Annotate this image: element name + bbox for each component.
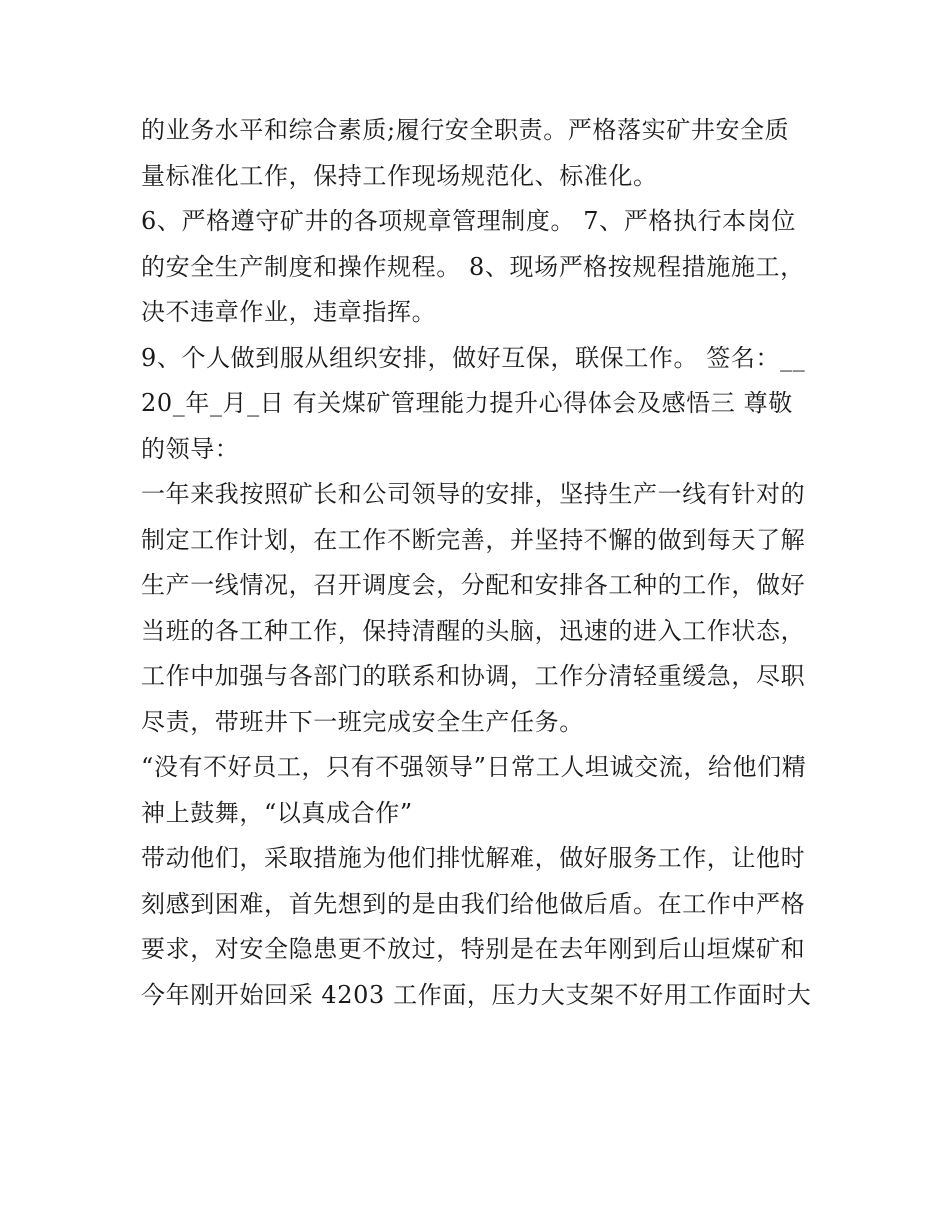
document-body [141,108,821,1018]
text-line: 刻感到困难，首先想到的是由我们给他做后盾。在工作中严格 [141,889,806,918]
text-line: 今年刚开始回采 4203 工作面，压力大支架不好用工作面时大 [141,980,812,1009]
text-line: 20_年_月_日 有关煤矿管理能力提升心得体会及感悟三 尊敬 [141,389,793,417]
text-line: 带动他们，采取措施为他们排忧解难，做好服务工作，让他时 [141,844,806,872]
text-line: 工作中加强与各部门的联系和协调，工作分清轻重缓急，尽职 [141,662,806,690]
text-line: 量标准化工作，保持工作现场规范化、标准化。 [141,161,658,190]
text-line: 制定工作计划，在工作不断完善，并坚持不懈的做到每天了解 [141,525,806,554]
text-line: 的领导： [141,434,240,463]
text-line: 当班的各工种工作，保持清醒的头脑，迅速的进入工作状态， [141,616,806,645]
text-line: 6、严格遵守矿井的各项规章管理制度。 7、严格执行本岗位 [141,207,796,235]
text-line: 一年来我按照矿长和公司领导的安排，坚持生产一线有针对的 [141,480,806,508]
text-line: 决不违章作业，违章指挥。 [141,298,437,326]
text-line: 的安全生产制度和操作规程。 8、现场严格按规程措施施工， [141,252,805,281]
text-line: 9、个人做到服从组织安排，做好互保，联保工作。 签名：__ [141,343,806,372]
text-line: 的业务水平和综合素质;履行安全职责。严格落实矿井安全质 [141,116,790,144]
text-line: 生产一线情况，召开调度会，分配和安排各工种的工作，做好 [141,571,806,599]
text-line: 尽责，带班井下一班完成安全生产任务。 [141,707,584,736]
text-line: 要求，对安全隐患更不放过，特别是在去年刚到后山垣煤矿和 [141,935,806,963]
text-line: “没有不好员工，只有不强领导”日常工人坦诚交流，给他们精 [141,753,807,781]
text-line: 神上鼓舞，“以真成合作” [141,798,413,827]
